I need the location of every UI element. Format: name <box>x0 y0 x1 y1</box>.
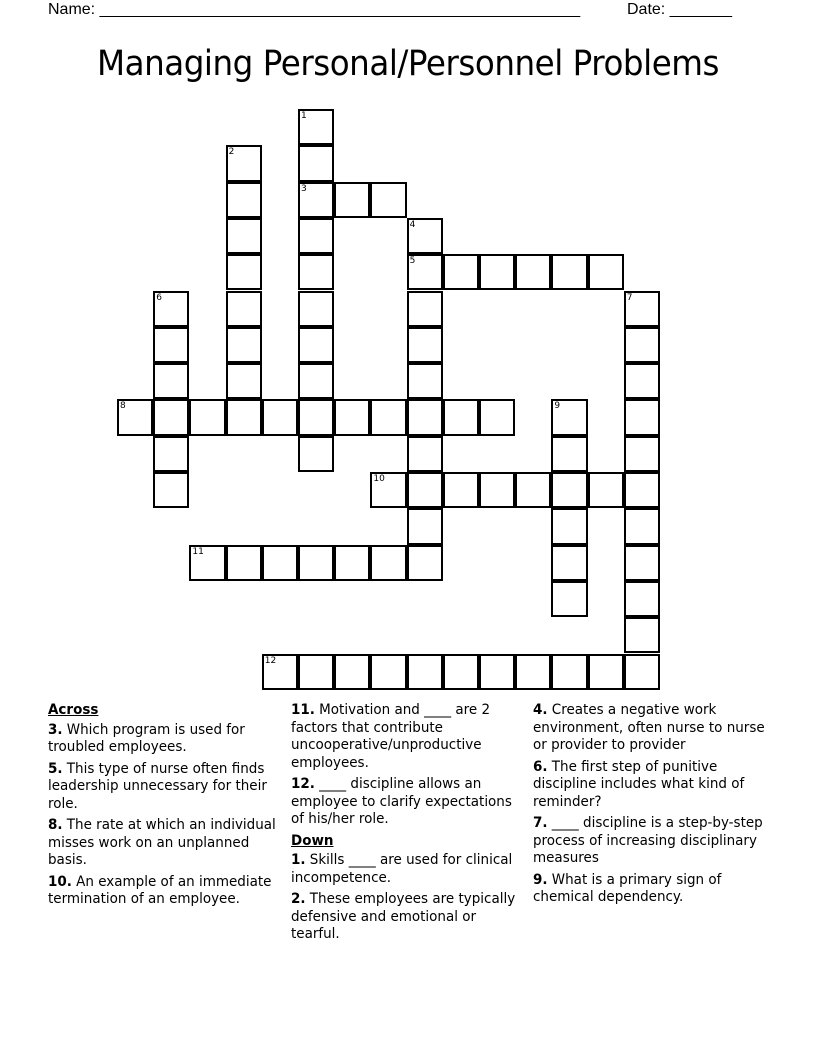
grid-cell[interactable] <box>153 472 189 508</box>
grid-cell[interactable] <box>407 399 443 435</box>
clue-across-11 <box>291 702 525 772</box>
grid-cell[interactable] <box>226 363 262 399</box>
clue-text: What is a primary sign of chemical dependency. <box>533 871 722 905</box>
clue-down-9 <box>533 872 770 907</box>
clue-number-label: 6 <box>156 292 162 303</box>
clue-down-7 <box>533 815 770 868</box>
clue-text: An example of an immediate termination of an employee. <box>48 873 272 907</box>
name-label: Name: <box>48 1 100 18</box>
grid-cell[interactable] <box>588 654 624 690</box>
grid-cell[interactable] <box>588 254 624 290</box>
clue-number: 8. <box>48 817 63 833</box>
grid-cell[interactable] <box>624 436 660 472</box>
grid-cell[interactable] <box>515 654 551 690</box>
clue-text: This type of nurse often finds leadership unnecessary for their role. <box>48 760 267 812</box>
clue-down-6 <box>533 759 770 812</box>
grid-cell[interactable] <box>298 654 334 690</box>
grid-cell[interactable] <box>588 472 624 508</box>
grid-cell[interactable] <box>443 399 479 435</box>
grid-cell[interactable] <box>407 291 443 327</box>
clue-number-label: 10 <box>373 474 385 484</box>
grid-cell[interactable] <box>226 291 262 327</box>
grid-cell[interactable] <box>226 399 262 435</box>
grid-cell[interactable] <box>551 508 587 544</box>
clues-column-2 <box>291 702 525 948</box>
grid-cell[interactable] <box>153 363 189 399</box>
clue-text: Skills ____ are used for clinical incompetence. <box>291 852 513 886</box>
down-heading: Down <box>291 832 334 849</box>
clue-down-4 <box>533 702 770 755</box>
grid-cell[interactable] <box>443 472 479 508</box>
clue-number-label: 11 <box>192 546 204 557</box>
grid-cell[interactable] <box>298 399 334 435</box>
grid-cell[interactable] <box>298 109 334 145</box>
grid-cell[interactable] <box>624 472 660 508</box>
grid-cell[interactable] <box>551 654 587 690</box>
clue-number-label: 1 <box>301 111 307 121</box>
grid-cell[interactable] <box>298 291 334 327</box>
grid-cell[interactable] <box>624 654 660 690</box>
grid-cell[interactable] <box>624 545 660 581</box>
clues-column-1 <box>48 702 279 913</box>
grid-cell[interactable] <box>262 545 298 581</box>
clue-number: 4. <box>533 702 548 718</box>
grid-cell[interactable] <box>262 654 298 690</box>
clue-number: 11. <box>291 702 315 718</box>
grid-cell[interactable] <box>407 508 443 544</box>
grid-cell[interactable] <box>298 254 334 290</box>
clue-text: Motivation and ____ are 2 factors that contribute uncooperative/unproductive employees. <box>291 702 491 771</box>
clue-across-10 <box>48 874 279 909</box>
grid-cell[interactable] <box>298 218 334 254</box>
grid-cell[interactable] <box>298 182 334 218</box>
grid-cell[interactable] <box>298 545 334 581</box>
grid-cell[interactable] <box>551 545 587 581</box>
grid-cell[interactable] <box>226 545 262 581</box>
grid-cell[interactable] <box>407 545 443 581</box>
grid-cell[interactable] <box>479 254 515 290</box>
grid-cell[interactable] <box>624 508 660 544</box>
grid-cell[interactable] <box>298 145 334 181</box>
grid-cell[interactable] <box>624 581 660 617</box>
grid-cell[interactable] <box>551 436 587 472</box>
page-title: Managing Personal/Personnel Problems <box>96 44 719 84</box>
grid-cell[interactable] <box>334 654 370 690</box>
grid-cell[interactable] <box>262 399 298 435</box>
clue-across-8 <box>48 817 279 870</box>
grid-cell[interactable] <box>407 472 443 508</box>
clue-number: 3. <box>48 721 63 738</box>
clue-text: The rate at which an individual misses work on an unplanned basis. <box>48 817 276 868</box>
clue-number: 2. <box>291 891 306 907</box>
grid-cell[interactable] <box>226 218 262 254</box>
grid-cell[interactable] <box>370 545 406 581</box>
grid-cell[interactable] <box>370 472 406 508</box>
grid-cell[interactable] <box>551 472 587 508</box>
grid-cell[interactable] <box>551 399 587 435</box>
clue-number-label: 2 <box>228 147 235 158</box>
grid-cell[interactable] <box>189 545 225 581</box>
grid-cell[interactable] <box>407 363 443 399</box>
clue-across-3 <box>48 722 279 757</box>
grid-cell[interactable] <box>624 291 660 327</box>
grid-cell[interactable] <box>407 436 443 472</box>
grid-cell[interactable] <box>370 399 406 435</box>
grid-cell[interactable] <box>334 399 370 435</box>
grid-cell[interactable] <box>117 399 153 435</box>
clue-text: These employees are typically defensive and emotional or tearful. <box>291 891 516 942</box>
clue-across-12 <box>291 776 525 829</box>
grid-cell[interactable] <box>226 145 262 181</box>
clue-text: Creates a negative work environment, often nurse to nurse or provider to provider <box>533 702 765 753</box>
clue-number-label: 5 <box>409 256 416 267</box>
clue-number: 5. <box>48 760 63 777</box>
clue-number-label: 7 <box>626 292 633 303</box>
clue-number-label: 3 <box>301 183 307 194</box>
grid-cell[interactable] <box>153 291 189 327</box>
name-blank[interactable]: ______________________________________________________ <box>99 1 581 18</box>
clue-text: ____ discipline allows an employee to clarify expectations of his/her role. <box>291 776 512 827</box>
grid-cell[interactable] <box>153 399 189 435</box>
clue-number-label: 9 <box>554 401 561 412</box>
clues-column-3 <box>533 702 770 911</box>
clue-number: 1. <box>291 852 306 868</box>
clue-text: Which program is used for troubled employees. <box>48 721 245 755</box>
across-heading: Across <box>48 702 99 718</box>
clue-text: The first step of punitive discipline includes what kind of reminder? <box>533 758 745 810</box>
date-label: Date: <box>627 1 670 18</box>
grid-cell[interactable] <box>407 654 443 690</box>
grid-cell[interactable] <box>189 399 225 435</box>
clue-down-2 <box>291 891 525 944</box>
clue-number: 12. <box>291 776 315 792</box>
clue-down-1 <box>291 852 525 887</box>
grid-cell[interactable] <box>370 182 406 218</box>
date-field[interactable] <box>627 0 732 20</box>
grid-cell[interactable] <box>624 327 660 363</box>
grid-cell[interactable] <box>443 654 479 690</box>
grid-cell[interactable] <box>515 472 551 508</box>
grid-cell[interactable] <box>407 327 443 363</box>
grid-cell[interactable] <box>479 654 515 690</box>
grid-cell[interactable] <box>479 399 515 435</box>
clue-number-label: 4 <box>409 219 416 230</box>
clue-number: 9. <box>533 871 548 888</box>
grid-cell[interactable] <box>334 182 370 218</box>
grid-cell[interactable] <box>515 254 551 290</box>
grid-cell[interactable] <box>407 218 443 254</box>
grid-cell[interactable] <box>153 436 189 472</box>
grid-cell[interactable] <box>334 545 370 581</box>
clue-number: 10. <box>48 873 72 890</box>
grid-cell[interactable] <box>226 182 262 218</box>
grid-cell[interactable] <box>226 254 262 290</box>
grid-cell[interactable] <box>153 327 189 363</box>
clue-text: ____ discipline is a step-by-step process of increasing disciplinary measures <box>533 815 763 866</box>
clue-number: 7. <box>533 815 548 831</box>
clue-number-label: 8 <box>120 401 126 412</box>
grid-cell[interactable] <box>298 363 334 399</box>
grid-cell[interactable] <box>298 327 334 363</box>
grid-cell[interactable] <box>370 654 406 690</box>
grid-cell[interactable] <box>443 254 479 290</box>
clue-number-label: 12 <box>264 655 277 666</box>
grid-cell[interactable] <box>407 254 443 290</box>
grid-cell[interactable] <box>226 327 262 363</box>
date-blank[interactable]: _______ <box>669 1 732 18</box>
clue-number: 6. <box>533 758 548 775</box>
clue-across-5 <box>48 761 279 814</box>
grid-cell[interactable] <box>479 472 515 508</box>
grid-cell[interactable] <box>624 399 660 435</box>
grid-cell[interactable] <box>298 436 334 472</box>
grid-cell[interactable] <box>624 363 660 399</box>
name-field[interactable] <box>48 0 580 20</box>
grid-cell[interactable] <box>551 254 587 290</box>
grid-cell[interactable] <box>551 581 587 617</box>
grid-cell[interactable] <box>624 617 660 653</box>
